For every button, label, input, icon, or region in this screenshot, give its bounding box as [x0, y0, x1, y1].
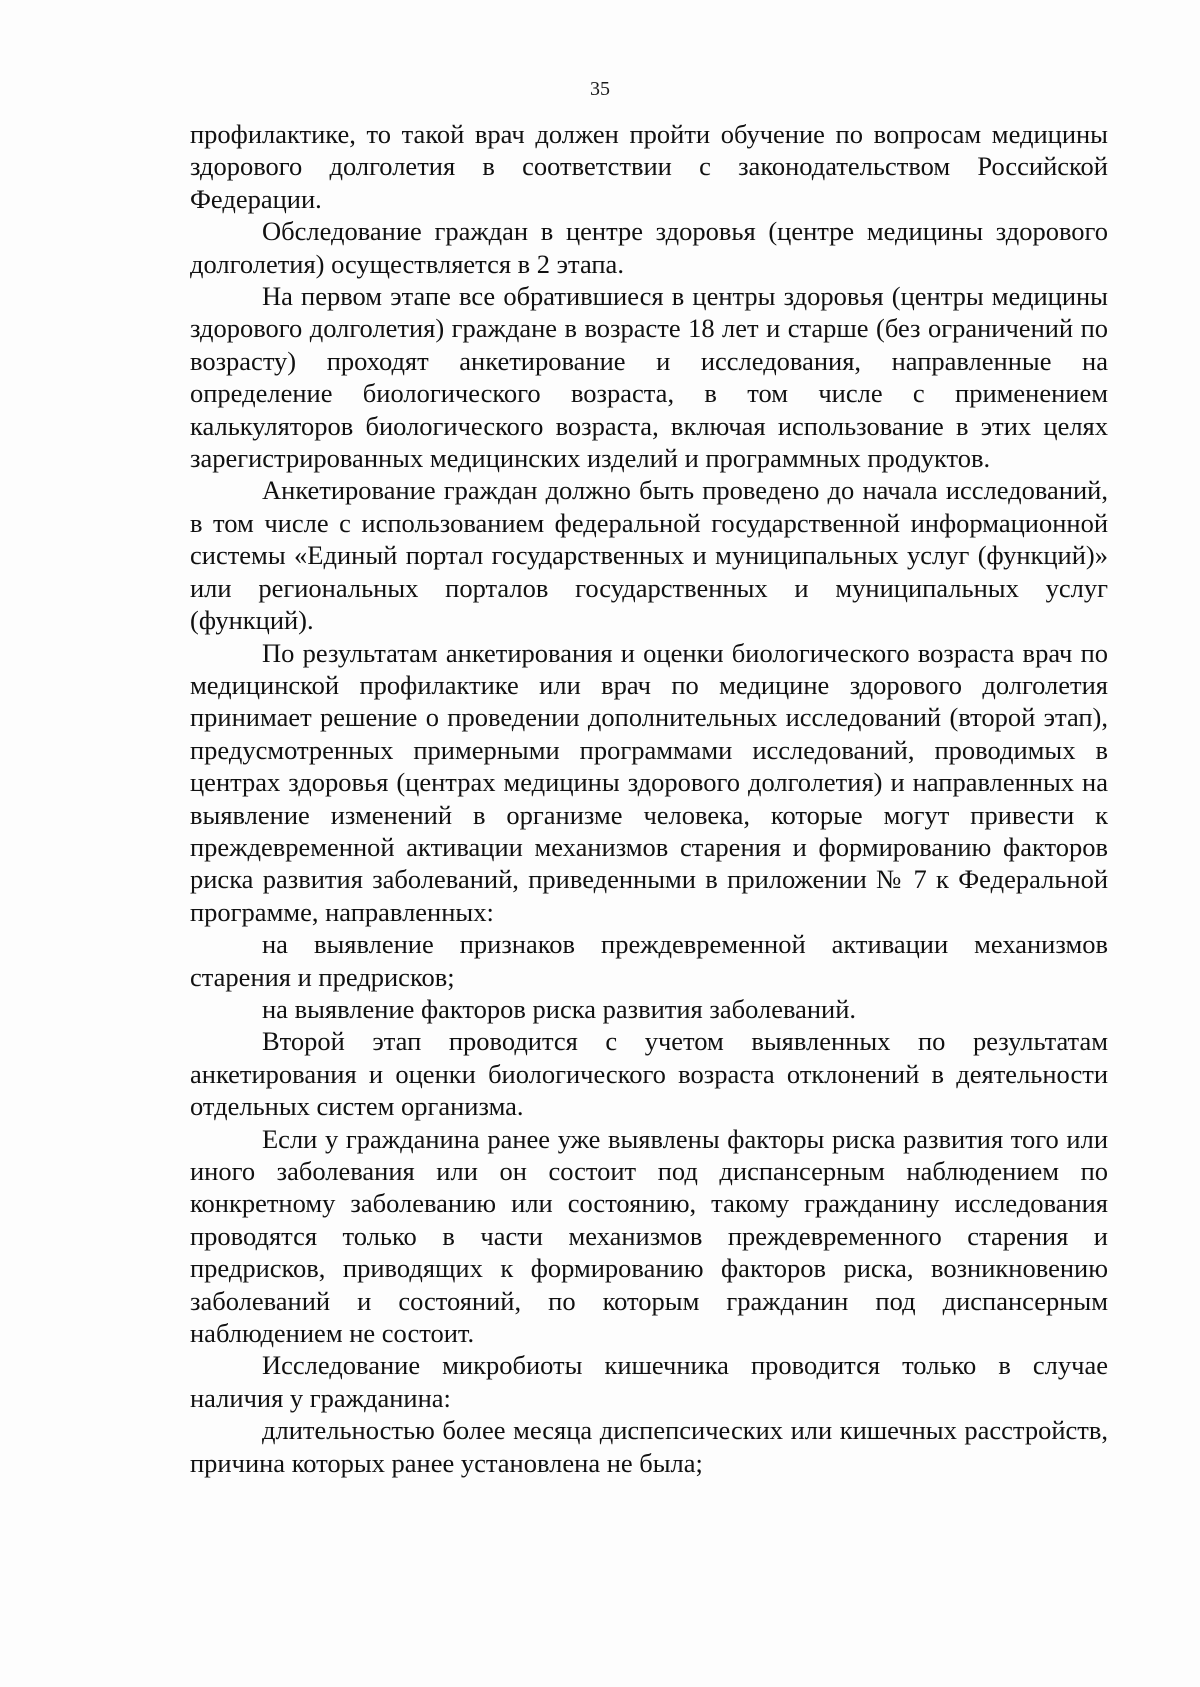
- paragraph-continuation: профилактике, то такой врач должен пройти обучение по вопросам медицины здорового долголетия в соответствии с законодательством Российской Федерации.: [190, 119, 1108, 214]
- paragraph: Анкетирование граждан должно быть проведено до начала исследований, в том числе с использованием федеральной государственной информационной системы «Единый портал государственных и муниципальных услуг (функций)» или региональных порталов государственных и муниципальных услуг (функций).: [190, 475, 1108, 636]
- list-item: на выявление факторов риска развития заболеваний.: [262, 993, 857, 1024]
- list-item: длительностью более месяца диспепсических или кишечных расстройств, причина которых ранее установлена не была;: [190, 1415, 1108, 1478]
- paragraph: Второй этап проводится с учетом выявленных по результатам анкетирования и оценки биологического возраста отклонений в деятельности отдельных систем организма.: [190, 1026, 1108, 1122]
- paragraph: На первом этапе все обратившиеся в центры здоровья (центры медицины здорового долголетия) граждане в возрасте 18 лет и старше (без ограничений по возрасту) проходят анкетирование и исследования, направленные на определение биологического возраста, в том числе с применением калькуляторов биологического возраста, включая использование в этих целях зарегистрированных медицинских изделий и программных продуктов.: [190, 281, 1108, 474]
- page-number: 35: [590, 78, 610, 100]
- list-item: на выявление признаков преждевременной активации механизмов старения и предрисков;: [190, 929, 1108, 992]
- paragraph: Исследование микробиоты кишечника проводится только в случае наличия у гражданина:: [190, 1350, 1108, 1413]
- document-body: [190, 118, 1108, 1479]
- paragraph: По результатам анкетирования и оценки биологического возраста врач по медицинской профилактике или врач по медицине здорового долголетия принимает решение о проведении дополнительных исследований (второй этап), предусмотренных примерными программами исследований, проводимых в центрах здоровья (центрах медицины здорового долголетия) и направленных на выявление изменений в организме человека, которые могут привести к преждевременной активации механизмов старения и формированию факторов риска развития заболеваний, приведенными в приложении № 7 к Федеральной программе, направленных:: [190, 637, 1108, 927]
- paragraph: Если у гражданина ранее уже выявлены факторы риска развития того или иного заболевания или он состоит под диспансерным наблюдением по конкретному заболеванию или состоянию, такому гражданину исследования проводятся только в части механизмов преждевременного старения и предрисков, приводящих к формированию факторов риска, возникновению заболеваний и состояний, по которым гражданин под диспансерным наблюдением не состоит.: [190, 1123, 1108, 1349]
- paragraph: Обследование граждан в центре здоровья (центре медицины здорового долголетия) осуществляется в 2 этапа.: [190, 216, 1108, 279]
